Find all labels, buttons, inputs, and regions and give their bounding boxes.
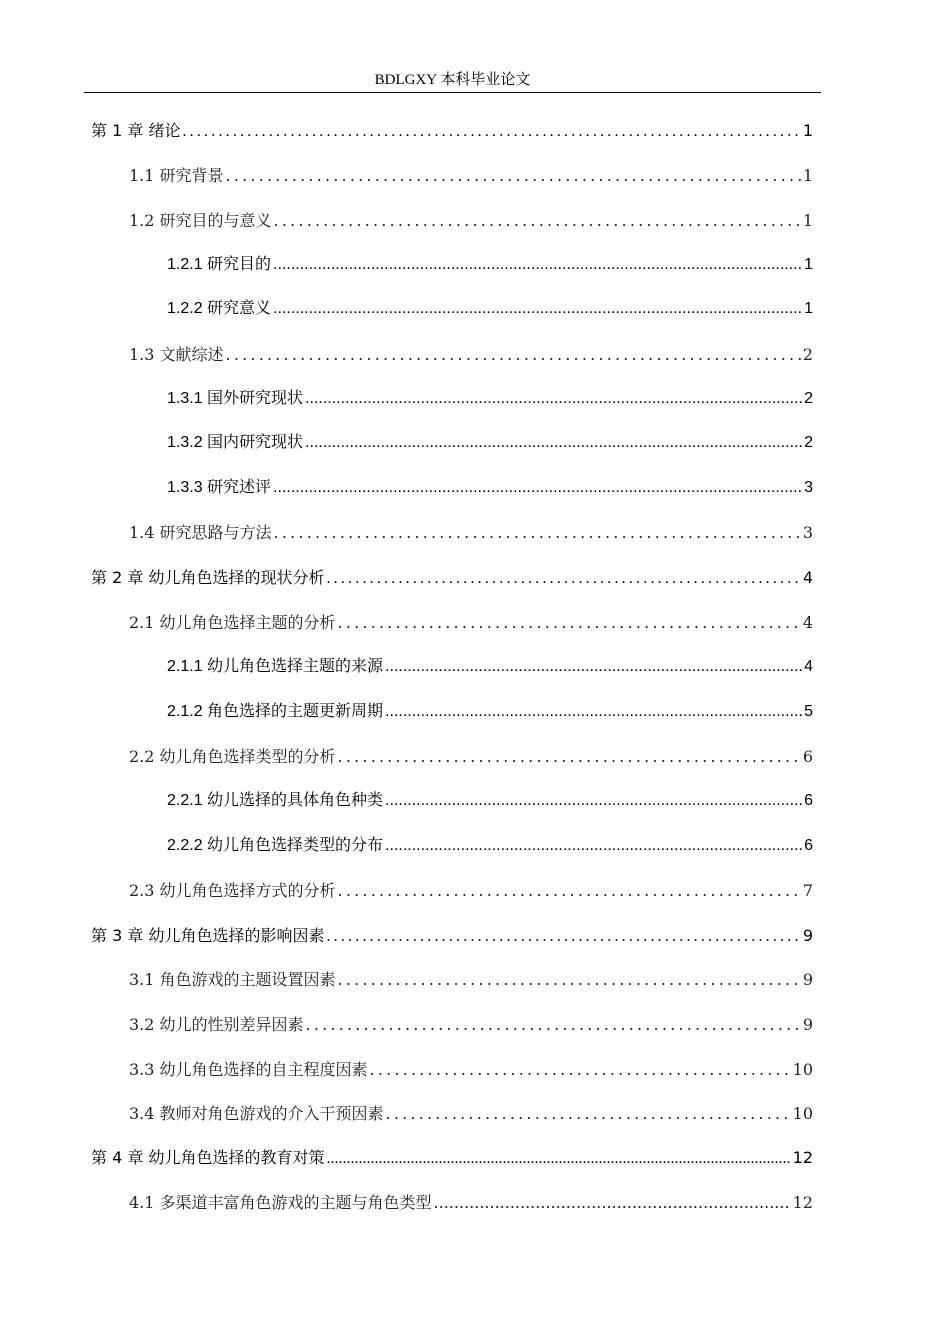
toc-entry-page: 6	[804, 792, 813, 809]
toc-leader-dots	[306, 1013, 801, 1037]
toc-entry-page: 2	[804, 434, 813, 451]
toc-leader-dots	[326, 1147, 790, 1171]
toc-entry-page: 4	[802, 613, 813, 632]
toc-entry-page: 4	[802, 568, 813, 587]
header-title: BDLGXY 本科毕业论文	[374, 72, 531, 88]
toc-entry-2-2-2[interactable]	[167, 834, 813, 858]
toc-entry-4-1[interactable]	[129, 1191, 813, 1215]
toc-entry-label: 2.3 幼儿角色选择方式的分析	[129, 881, 336, 900]
toc-leader-dots	[385, 700, 802, 724]
toc-leader-dots	[326, 567, 800, 591]
toc-entry-1-3-2[interactable]	[167, 431, 813, 455]
toc-leader-dots	[370, 1058, 791, 1082]
toc-entry-label: 1.3.3 研究述评	[167, 479, 272, 496]
toc-leader-dots	[385, 834, 802, 858]
toc-entry-3-3[interactable]	[129, 1058, 813, 1082]
toc-entry-page: 9	[802, 926, 813, 945]
toc-entry-1-3-1[interactable]	[167, 387, 813, 411]
toc-leader-dots	[305, 431, 802, 455]
toc-entry-2-1-1[interactable]	[167, 655, 813, 679]
toc-entry-page: 9	[802, 970, 813, 989]
toc-entry-label: 3.4 教师对角色游戏的介入干预因素	[129, 1104, 384, 1123]
toc-entry-label: 3.3 幼儿角色选择的自主程度因素	[129, 1060, 368, 1079]
toc-entry-page: 1	[804, 300, 813, 317]
toc-entry-2-1-2[interactable]	[167, 700, 813, 724]
toc-entry-chapter-2[interactable]	[91, 566, 813, 590]
toc-entry-label: 2.2.2 幼儿角色选择类型的分布	[167, 837, 384, 854]
toc-entry-page: 3	[804, 479, 813, 496]
toc-entry-1-4[interactable]	[129, 521, 813, 545]
toc-entry-page: 1	[802, 166, 813, 185]
toc-entry-label: 3.1 角色游戏的主题设置因素	[129, 970, 336, 989]
toc-entry-page: 12	[792, 1148, 813, 1167]
toc-entry-chapter-3[interactable]	[91, 924, 813, 948]
toc-leader-dots	[273, 476, 802, 500]
toc-entry-label: 2.1 幼儿角色选择主题的分析	[129, 613, 336, 632]
toc-leader-dots	[338, 968, 801, 992]
toc-leader-dots	[226, 343, 801, 367]
toc-entry-label: 2.1.1 幼儿角色选择主题的来源	[167, 658, 384, 675]
toc-entry-1-3[interactable]	[129, 343, 813, 367]
toc-leader-dots	[182, 120, 800, 144]
toc-entry-1-2-2[interactable]	[167, 297, 813, 321]
toc-entry-page: 2	[804, 390, 813, 407]
toc-entry-page: 9	[802, 1015, 813, 1034]
toc-entry-2-2-1[interactable]	[167, 789, 813, 813]
toc-entry-label: 3.2 幼儿的性别差异因素	[129, 1015, 304, 1034]
toc-entry-1-2[interactable]	[129, 209, 813, 233]
toc-entry-1-1[interactable]	[129, 164, 813, 188]
toc-leader-dots	[274, 209, 801, 233]
toc-leader-dots	[386, 1102, 791, 1126]
toc-entry-label: 1.3 文献综述	[129, 345, 224, 364]
toc-entry-label: 第 4 章 幼儿角色选择的教育对策	[91, 1148, 325, 1167]
toc-entry-label: 1.2.2 研究意义	[167, 300, 272, 317]
toc-entry-page: 6	[804, 837, 813, 854]
toc-entry-3-1[interactable]	[129, 968, 813, 992]
toc-entry-3-2[interactable]	[129, 1013, 813, 1037]
toc-entry-1-3-3[interactable]	[167, 476, 813, 500]
toc-entry-label: 2.1.2 角色选择的主题更新周期	[167, 703, 384, 720]
toc-entry-chapter-1[interactable]	[91, 119, 813, 143]
toc-entry-page: 3	[802, 523, 813, 542]
toc-leader-dots	[385, 655, 802, 679]
toc-entry-page: 1	[804, 256, 813, 273]
toc-entry-page: 1	[802, 211, 813, 230]
toc-leader-dots	[274, 521, 801, 545]
toc-entry-label: 2.2 幼儿角色选择类型的分析	[129, 747, 336, 766]
toc-leader-dots	[338, 745, 801, 769]
toc-leader-dots	[273, 297, 802, 321]
toc-entry-page: 4	[804, 658, 813, 675]
toc-entry-label: 1.4 研究思路与方法	[129, 523, 272, 542]
toc-entry-2-1[interactable]	[129, 611, 813, 635]
toc-leader-dots	[434, 1191, 791, 1215]
toc-entry-page: 6	[802, 747, 813, 766]
toc-entry-2-3[interactable]	[129, 879, 813, 903]
toc-entry-label: 4.1 多渠道丰富角色游戏的主题与角色类型	[129, 1193, 432, 1212]
toc-entry-page: 5	[804, 703, 813, 720]
toc-entry-page: 10	[792, 1104, 813, 1123]
toc-entry-label: 第 2 章 幼儿角色选择的现状分析	[91, 568, 325, 587]
toc-entry-label: 第 1 章 绪论	[91, 121, 181, 140]
toc-entry-3-4[interactable]	[129, 1102, 813, 1126]
toc-entry-page: 2	[802, 345, 813, 364]
toc-leader-dots	[326, 925, 800, 949]
toc-leader-dots	[273, 253, 802, 277]
toc-entry-chapter-4[interactable]	[91, 1146, 813, 1170]
toc-entry-label: 1.2.1 研究目的	[167, 256, 272, 273]
toc-leader-dots	[226, 164, 801, 188]
toc-entry-page: 7	[802, 881, 813, 900]
toc-entry-label: 1.3.2 国内研究现状	[167, 434, 304, 451]
toc-entry-2-2[interactable]	[129, 745, 813, 769]
toc-leader-dots	[338, 879, 801, 903]
toc-entry-label: 1.2 研究目的与意义	[129, 211, 272, 230]
toc-entry-page: 10	[792, 1060, 813, 1079]
toc-entry-label: 第 3 章 幼儿角色选择的影响因素	[91, 926, 325, 945]
toc-leader-dots	[385, 789, 802, 813]
toc-entry-page: 1	[802, 121, 813, 140]
toc-entry-page: 12	[792, 1193, 813, 1212]
toc-entry-1-2-1[interactable]	[167, 253, 813, 277]
toc-leader-dots	[305, 387, 802, 411]
toc-entry-label: 2.2.1 幼儿选择的具体角色种类	[167, 792, 384, 809]
toc-leader-dots	[338, 611, 801, 635]
toc-entry-label: 1.3.1 国外研究现状	[167, 390, 304, 407]
toc-entry-label: 1.1 研究背景	[129, 166, 224, 185]
